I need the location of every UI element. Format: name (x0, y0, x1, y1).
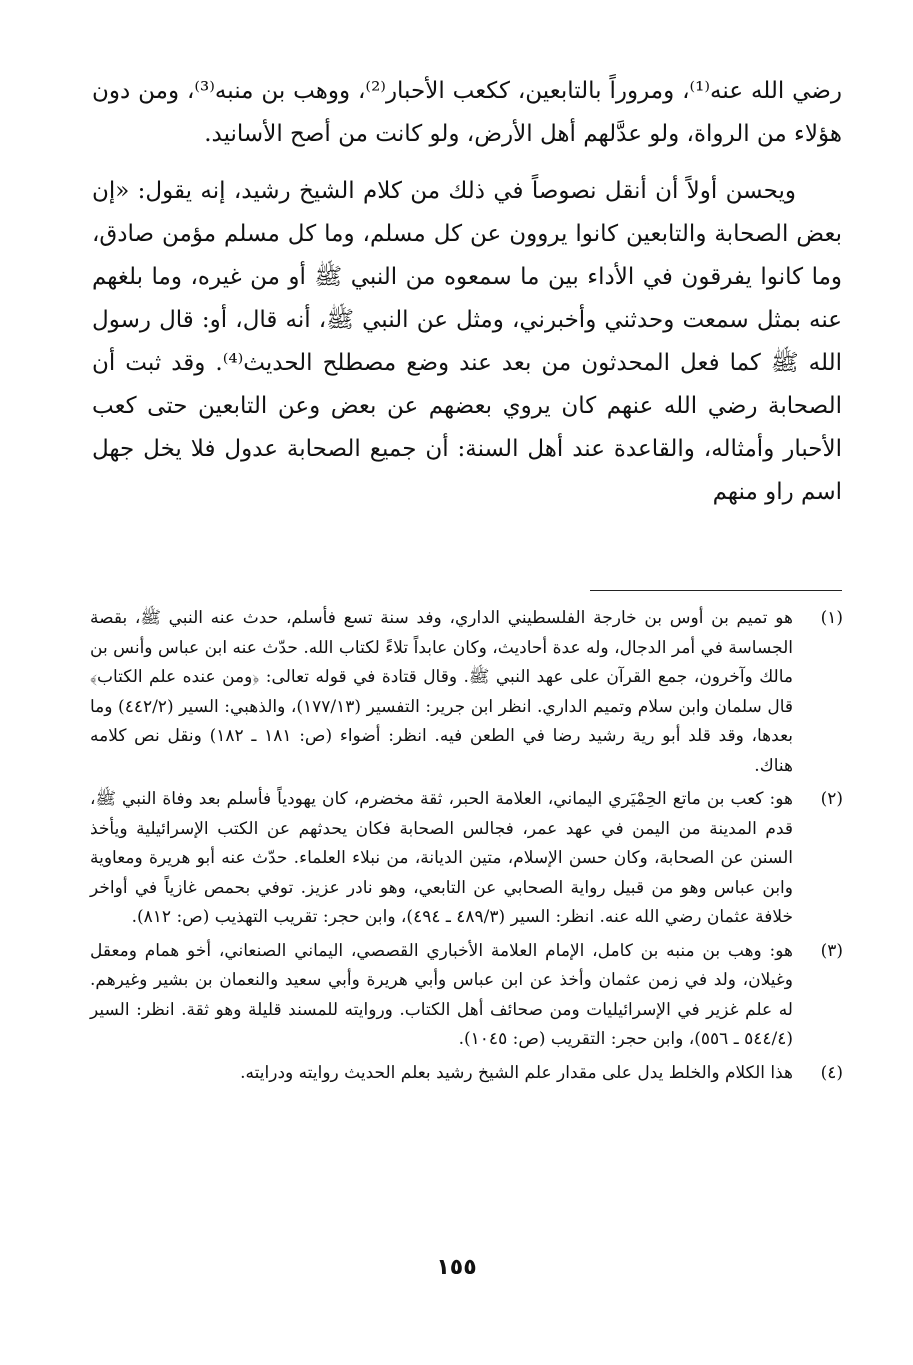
footnotes (90, 604, 843, 1092)
page-number: ١٥٥ (436, 1255, 477, 1280)
footnote-text: هذا الكلام والخلط يدل على مقدار علم الشيخ رشيد بعلم الحديث روايته ودرايته. (240, 1062, 793, 1083)
footnote-1 (90, 604, 843, 781)
footnote-4 (90, 1059, 843, 1089)
footnote-text: هو: وهب بن منبه بن كامل، الإمام العلامة الأخباري القصصي، اليماني الصنعاني، أخو همام ومعقل وغيلان، ولد في زمن عثمان وأخذ عن ابن عباس وأبي هريرة وأبي سعيد والنعمان بن بشير وغيرهم. له علم غزير في الإسرائيليات ومن صحائف أهل الكتاب. وروايته للمسند قليلة وهو ثقة. انظر: السير (٥٤٤/٤ ـ ٥٥٦)، وابن حجر: التقريب (ص: ١٠٤٥). (90, 940, 793, 1049)
footnote-number: (٤) (820, 1062, 843, 1083)
footnote-number: (٢) (820, 789, 843, 809)
footnote-number: (٣) (820, 940, 843, 961)
footnote-2 (90, 785, 843, 933)
main-text (92, 70, 842, 514)
paragraph-1: رضي الله عنه⁽¹⁾، ومروراً بالتابعين، ككعب الأحبار⁽²⁾، ووهب بن منبه⁽³⁾، ومن دون هؤلاء من الرواة، ولو عدَّلهم أهل الأرض، ولو كانت من أصح الأسانيد. (92, 78, 842, 147)
footnote-text: هو تميم بن أوس بن خارجة الفلسطيني الداري، وفد سنة تسع فأسلم، حدث عنه النبي ﷺ، بقصة الجساسة في أمر الدجال، وله عدة أحاديث، وكان عابداً تلاءً لكتاب الله. حدّث عنه ابن عباس وأنس بن مالك وآخرون، جمع القرآن على عهد النبي ﷺ. وقال قتادة في قوله تعالى: ﴿ومن عنده علم الكتاب﴾ قال سلمان وابن سلام وتميم الداري. انظر ابن جرير: التفسير (١٧٧/١٣)، والذهبي: السير (٤٤٢/٢) وما بعدها، وقد قلد أبو رية رشيد رضا في الطعن فيه. انظر: أضواء (ص: ١٨١ ـ ١٨٢) ونقل نص كلامه هناك. (90, 608, 793, 776)
footnote-text: هو: كعب بن ماتع الحِمْيَري اليماني، العلامة الحبر، ثقة مخضرم، كان يهودياً فأسلم بعد وفاة النبي ﷺ، قدم المدينة من اليمن في عهد عمر، فجالس الصحابة فكان يحدثهم عن الكتب الإسرائيلية ويأخذ السنن عن الصحابة، وكان حسن الإسلام، متين الديانة، من نبلاء العلماء. حدّث عنه أبو هريرة ومعاوية وابن عباس وهو من قبيل رواية الصحابي عن التابعي، وهو نادر عزيز. توفي بحمص غازياً في أواخر خلافة عثمان رضي الله عنه. انظر: السير (٤٨٩/٣ ـ ٤٩٤)، وابن حجر: تقريب التهذيب (ص: ٨١٢). (90, 789, 793, 927)
paragraph-2: ويحسن أولاً أن أنقل نصوصاً في ذلك من كلام الشيخ رشيد، إنه يقول: «إن بعض الصحابة والتابعين كانوا يروون عن كل مسلم، وما كل مسلم مؤمن صادق، وما كانوا يفرقون في الأداء بين ما سمعوه من النبي ﷺ أو من غيره، وما بلغهم عنه بمثل سمعت وحدثني وأخبرني، ومثل عن النبي ﷺ، أنه قال، أو: قال رسول الله ﷺ كما فعل المحدثون من بعد عند وضع مصطلح الحديث⁽⁴⁾. وقد ثبت أن الصحابة رضي الله عنهم كان يروي بعضهم عن بعض وعن التابعين حتى كعب الأحبار وأمثاله، والقاعدة عند أهل السنة: أن جميع الصحابة عدول فلا يخل جهل اسم راو منهم (92, 178, 842, 505)
footnote-3 (90, 937, 843, 1055)
footnote-number: (١) (820, 608, 843, 628)
footnote-divider (590, 590, 842, 591)
